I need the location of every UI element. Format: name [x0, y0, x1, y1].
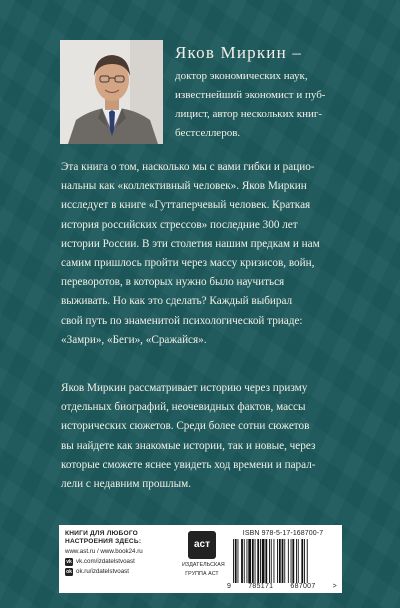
author-bio-line: известнейший экономист и пуб-: [175, 89, 326, 101]
author-bio-line: бестселлеров.: [175, 127, 241, 139]
barcode-bar: [252, 539, 254, 583]
author-header: [175, 42, 385, 143]
vk-link-row: [65, 557, 181, 566]
author-portrait-illustration: [60, 40, 163, 144]
barcode-digit-group: >: [332, 583, 337, 590]
barcode-bar: [307, 539, 308, 583]
logo-caption-line: ИЗДАТЕЛЬСКАЯ: [182, 562, 225, 568]
text-line: вы найдете как знакомые истории, так и новые, через: [61, 439, 316, 452]
barcode-bar: [248, 539, 251, 583]
logo-caption-line: ГРУППА АСТ: [185, 571, 219, 578]
barcode-bar: [269, 539, 270, 583]
barcode-bar: [265, 539, 267, 583]
ok-icon: ok: [66, 568, 72, 575]
ok-link: ok.ru/izdatelstvoast: [76, 568, 129, 575]
promo-title-line: НАСТРОЕНИЯ ЗДЕСЬ:: [65, 538, 142, 545]
promo-block: [65, 530, 181, 576]
author-bio-line: доктор экономических наук,: [175, 70, 308, 82]
promo-title-line: КНИГИ ДЛЯ ЛЮБОГО: [65, 530, 139, 537]
barcode-bar: [271, 539, 272, 583]
barcode-bar: [235, 539, 237, 583]
barcode-digit-group: 9: [227, 583, 232, 590]
vk-link: vk.com/izdatelstvoast: [76, 558, 135, 565]
barcode-bar: [262, 539, 265, 583]
barcode-bar: [247, 539, 248, 583]
text-line: отдельных биографий, неочевидных фактов, массы: [61, 401, 306, 414]
barcode-bar: [255, 539, 256, 583]
barcode-bar: [274, 539, 275, 583]
barcode-digits: [227, 583, 339, 591]
barcode-bar: [296, 539, 297, 583]
text-line: самим пришлось пройти через массу кризисов, войн,: [61, 257, 315, 270]
barcode-bar: [282, 539, 284, 583]
barcode-bar: [298, 539, 299, 583]
author-bio: [175, 67, 385, 143]
text-line: свой путь по знаменитой психологической триаде:: [61, 314, 303, 327]
ok-link-row: [65, 567, 181, 576]
description-paragraph-1: [61, 158, 344, 350]
text-line: Яков Миркин рассматривает историю через призму: [61, 382, 308, 394]
isbn-number: ISBN 978-5-17-168700-7: [242, 530, 324, 537]
text-line: выживать. Но как это сделать? Каждый выбирал: [61, 295, 293, 308]
barcode-bar: [291, 539, 292, 583]
barcode-bar: [277, 539, 278, 583]
barcode-bar: [304, 539, 305, 583]
publisher-info-box: [59, 525, 342, 593]
barcode-bar: [257, 539, 259, 583]
barcode-bar: [244, 539, 245, 583]
text-line: исторических сюжетов. Среди более сотни сюжетов: [61, 420, 310, 433]
author-name: Яков Миркин –: [175, 43, 303, 62]
author-photo: [60, 40, 163, 144]
text-line: история российских стрессов» последние 300 лет: [61, 218, 298, 231]
barcode-bar: [284, 539, 285, 583]
barcode: [227, 539, 339, 583]
text-line: нальны как «коллективный человек». Яков Миркин: [61, 180, 307, 193]
barcode-bar: [292, 539, 294, 583]
barcode-digit-group: 687007: [290, 583, 316, 590]
text-line: исследует в книге «Гуттаперчевый человек. Краткая: [61, 199, 311, 212]
text-line: лели с недавним прошлым.: [61, 478, 192, 491]
description-paragraph-2: [61, 379, 344, 494]
text-line: «Замри», «Беги», «Сражайся».: [61, 333, 207, 346]
text-line: Эта книга о том, насколько мы с вами гибки и рацио-: [61, 161, 315, 173]
isbn-block: [227, 529, 339, 591]
author-bio-line: лицист, автор нескольких книг-: [175, 108, 323, 120]
text-line: которые сможете яснее увидеть ход времени и парал-: [61, 458, 316, 471]
text-line: переворотов, в которых нужно было научиться: [61, 276, 285, 289]
barcode-digit-group: 785171: [248, 583, 274, 590]
barcode-bar: [279, 539, 281, 583]
barcode-bar: [233, 539, 234, 583]
ast-logo-icon: аст: [188, 531, 216, 559]
text-line: истории России. В эти столетия нашим предкам и нам: [61, 237, 320, 250]
promo-sites: www.ast.ru / www.book24.ru: [65, 548, 143, 555]
barcode-bar: [238, 539, 239, 583]
barcode-bar: [260, 539, 261, 583]
barcode-bar: [241, 539, 243, 583]
vk-icon: vk: [66, 558, 72, 565]
publisher-logo: [182, 531, 225, 589]
barcode-bar: [301, 539, 303, 583]
barcode-bar: [288, 539, 289, 583]
